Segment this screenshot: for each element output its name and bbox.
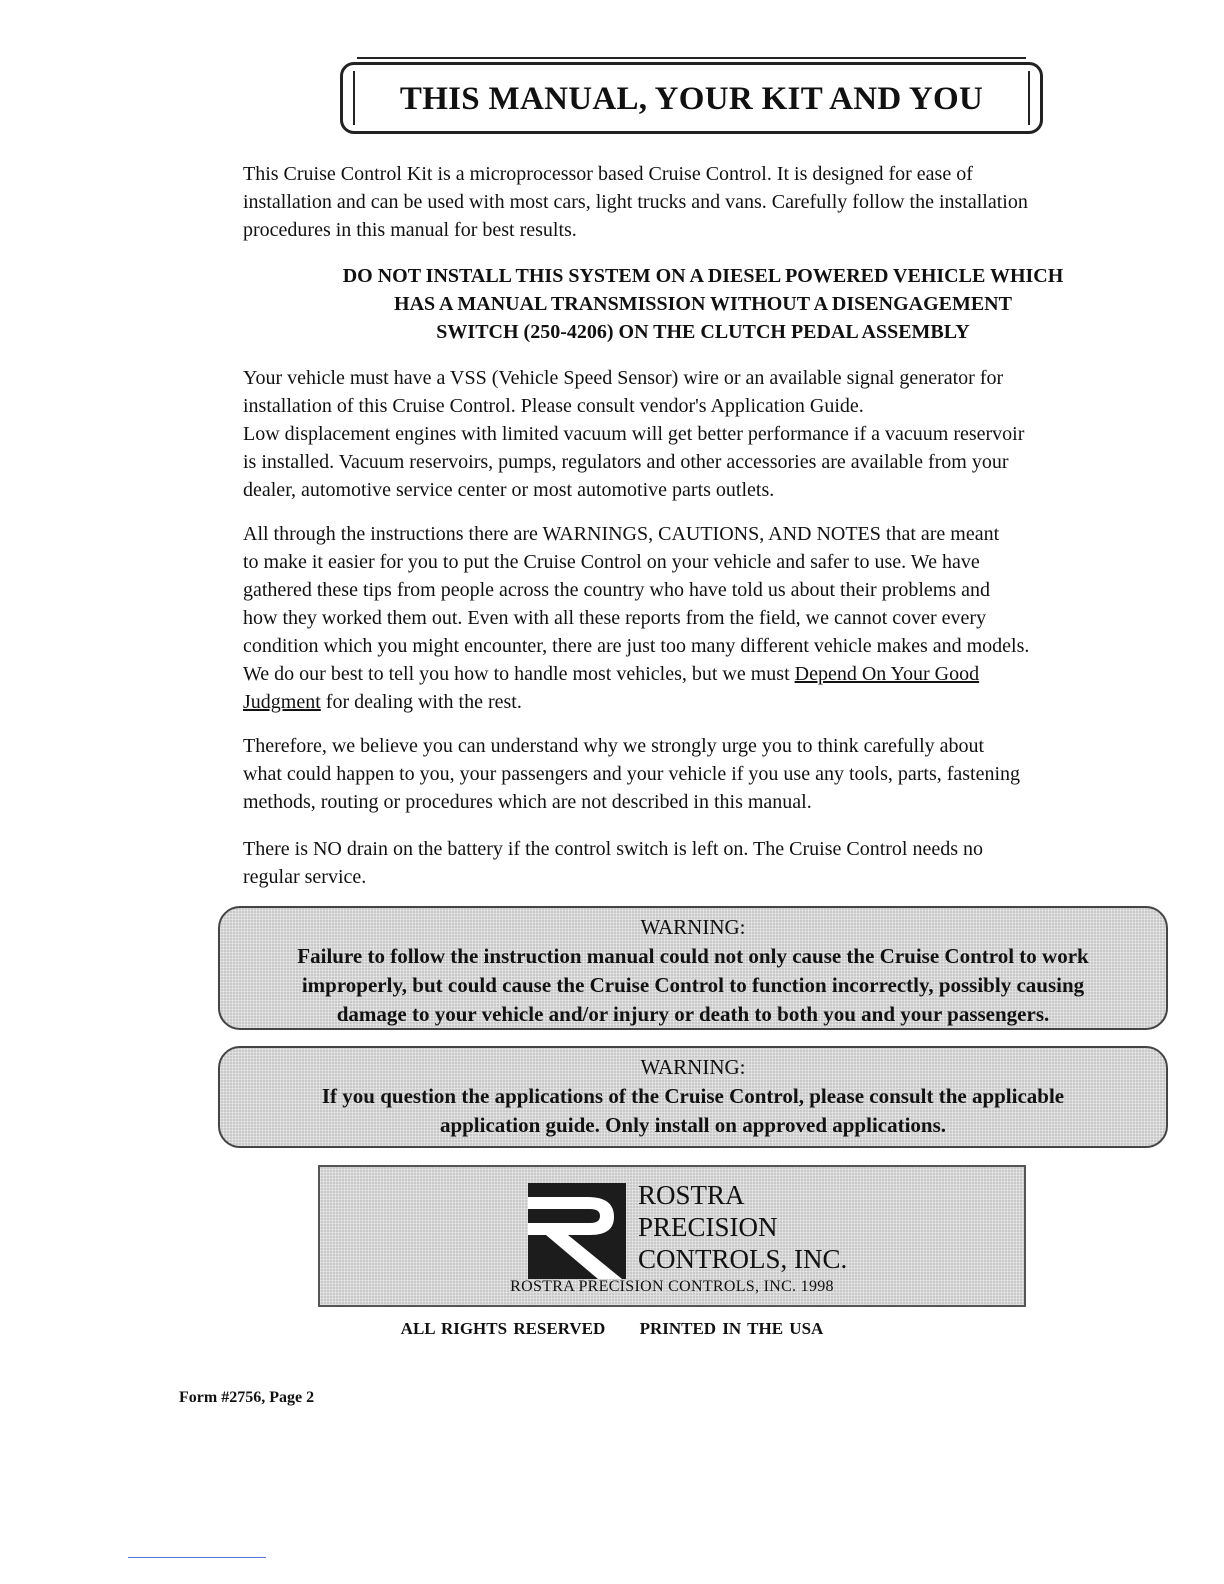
warning-line: Failure to follow the instruction manual could not only cause the Cruise Control to work bbox=[297, 944, 1089, 968]
battery-line: There is NO drain on the battery if the control switch is left on. The Cruise Control needs no bbox=[243, 838, 984, 860]
therefore-line: methods, routing or procedures which are not described in this manual. bbox=[243, 791, 812, 813]
copyright-notice: ROSTRA PRECISION CONTROLS, INC. 1998 bbox=[510, 1278, 834, 1295]
therefore-line: what could happen to you, your passengers and your vehicle if you use any tools, parts, fastening bbox=[243, 763, 1021, 785]
judgment-link: Judgment bbox=[243, 691, 321, 713]
intro-line: This Cruise Control Kit is a microprocessor based Cruise Control. It is designed for ease of bbox=[243, 163, 973, 185]
company-name bbox=[638, 1179, 847, 1275]
vss-paragraph bbox=[243, 364, 1163, 504]
rights-reserved: ALL RIGHTS RESERVED bbox=[400, 1319, 606, 1338]
vss-line: installation of this Cruise Control. Please consult vendor's Application Guide. bbox=[243, 395, 864, 417]
company-name-line: CONTROLS, INC. bbox=[638, 1244, 848, 1274]
battery-line: regular service. bbox=[243, 866, 367, 888]
form-number: Form #2756, Page 2 bbox=[179, 1389, 315, 1406]
company-logo-box bbox=[318, 1165, 1026, 1307]
company-name-line: ROSTRA bbox=[638, 1180, 745, 1210]
title-box bbox=[340, 62, 1043, 134]
vss-line: Your vehicle must have a VSS (Vehicle Speed Sensor) wire or an available signal generator for bbox=[243, 367, 1004, 389]
warning-line: If you question the applications of the Cruise Control, please consult the applicable bbox=[321, 1084, 1065, 1108]
diesel-warning bbox=[243, 262, 1163, 346]
warning-line: damage to your vehicle and/or injury or death to both you and your passengers. bbox=[336, 1002, 1050, 1026]
vss-line: is installed. Vacuum reservoirs, pumps, regulators and other accessories are available from your bbox=[243, 451, 1009, 473]
instructions-line: to make it easier for you to put the Cruise Control on your vehicle and safer to use. We have bbox=[243, 551, 980, 573]
instructions-line bbox=[243, 688, 1163, 716]
instructions-line: condition which you might encounter, there are just too many different vehicle makes and models. bbox=[243, 635, 1030, 657]
page-title: THIS MANUAL, YOUR KIT AND YOU bbox=[399, 81, 984, 117]
divider bbox=[128, 1557, 266, 1558]
instructions-text: We do our best to tell you how to handle most vehicles, but we must bbox=[243, 663, 795, 685]
warning-line: improperly, but could cause the Cruise Control to function incorrectly, possibly causing bbox=[301, 973, 1085, 997]
therefore-paragraph bbox=[243, 732, 1163, 816]
instructions-line: All through the instructions there are WARNINGS, CAUTIONS, AND NOTES that are meant bbox=[243, 523, 1000, 545]
instructions-paragraph bbox=[243, 520, 1163, 716]
battery-paragraph bbox=[243, 835, 1163, 891]
warning-box-1 bbox=[218, 906, 1168, 1030]
diesel-warning-line: HAS A MANUAL TRANSMISSION WITHOUT A DISENGAGEMENT bbox=[394, 293, 1012, 315]
instructions-line: gathered these tips from people across the country who have told us about their problems and bbox=[243, 579, 991, 601]
diesel-warning-line: DO NOT INSTALL THIS SYSTEM ON A DIESEL POWERED VEHICLE WHICH bbox=[342, 265, 1064, 287]
therefore-line: Therefore, we believe you can understand why we strongly urge you to think carefully about bbox=[243, 735, 985, 757]
warning-box-2 bbox=[218, 1046, 1168, 1148]
rostra-logo-icon bbox=[528, 1183, 626, 1279]
vss-line: Low displacement engines with limited vacuum will get better performance if a vacuum reservoir bbox=[243, 423, 1025, 445]
rights-line bbox=[0, 1319, 1224, 1339]
instructions-text: for dealing with the rest. bbox=[320, 691, 522, 713]
intro-line: procedures in this manual for best results. bbox=[243, 219, 577, 241]
warning-heading: WARNING: bbox=[640, 915, 746, 939]
company-name-line: PRECISION bbox=[638, 1212, 778, 1242]
vss-line: dealer, automotive service center or most automotive parts outlets. bbox=[243, 479, 775, 501]
warning-line: application guide. Only install on approved applications. bbox=[439, 1113, 947, 1137]
warning-heading: WARNING: bbox=[640, 1055, 746, 1079]
diesel-warning-line: SWITCH (250-4206) ON THE CLUTCH PEDAL ASSEMBLY bbox=[436, 321, 970, 343]
instructions-line bbox=[243, 660, 1163, 688]
instructions-line: how they worked them out. Even with all these reports from the field, we cannot cover every bbox=[243, 607, 987, 629]
printed-in: PRINTED IN THE USA bbox=[639, 1319, 824, 1338]
good-judgment-link: Depend On Your Good bbox=[794, 663, 980, 685]
intro-line: installation and can be used with most cars, light trucks and vans. Carefully follow the installation bbox=[243, 191, 1028, 213]
intro-paragraph bbox=[243, 160, 1163, 244]
